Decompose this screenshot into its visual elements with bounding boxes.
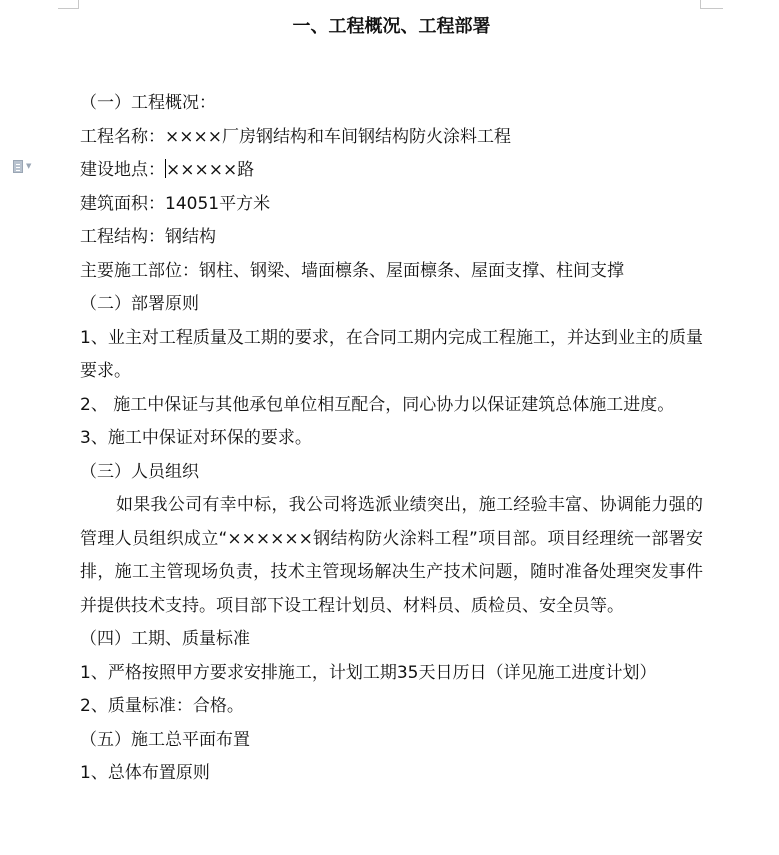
document-title: 一、工程概况、工程部署 (292, 16, 491, 37)
page-corner-mark-left (58, 0, 79, 9)
site-label: 建设地点： (80, 160, 165, 180)
area-line: 建筑面积：14051平方米 (80, 193, 271, 214)
section-heading-staff: （三）人员组织 (80, 461, 199, 482)
site-line (80, 154, 703, 188)
project-name-line: 工程名称：××××厂房钢结构和车间钢结构防火涂料工程 (80, 126, 511, 147)
staff-paragraph: 如果我公司有幸中标，我公司将选派业绩突出，施工经验丰富、协调能力强的管理人员组织成立“××××××钢结构防火涂料工程”项目部。项目经理统一部署安排，施工主管现场负责，技术主管现场解决生产技术问题，随时准备处理突发事件并提供技术支持。项目部下设工程计划员、材料员、质检员、安全员等。 (80, 495, 703, 616)
section-heading-layout: （五）施工总平面布置 (80, 729, 250, 750)
page-corner-mark-right (700, 0, 723, 9)
schedule-item-1: 1、严格按照甲方要求安排施工，计划工期35天日历日（详见施工进度计划） (80, 662, 657, 683)
dropdown-arrow-icon: ▼ (26, 161, 32, 170)
principle-item-3: 3、施工中保证对环保的要求。 (80, 428, 312, 448)
site-value: ×××××路 (166, 160, 255, 180)
main-parts-line: 主要施工部位：钢柱、钢梁、墙面檩条、屋面檩条、屋面支撑、柱间支撑 (80, 260, 624, 281)
section-heading-overview: （一）工程概况： (80, 93, 216, 113)
page-icon (13, 160, 23, 173)
section-heading-principles: （二）部署原则 (80, 294, 199, 314)
schedule-item-2: 2、质量标准：合格。 (80, 696, 244, 716)
principle-item-2: 2、 施工中保证与其他承包单位相互配合，同心协力以保证建筑总体施工进度。 (80, 394, 675, 415)
layout-item-1: 1、总体布置原则 (80, 763, 210, 783)
structure-line: 工程结构：钢结构 (80, 227, 216, 247)
section-heading-schedule: （四）工期、质量标准 (80, 629, 250, 649)
principle-item-1: 1、业主对工程质量及工期的要求，在合同工期内完成工程施工，并达到业主的质量要求。 (80, 327, 703, 381)
document-icon[interactable] (13, 157, 41, 175)
document-body[interactable] (80, 87, 703, 791)
